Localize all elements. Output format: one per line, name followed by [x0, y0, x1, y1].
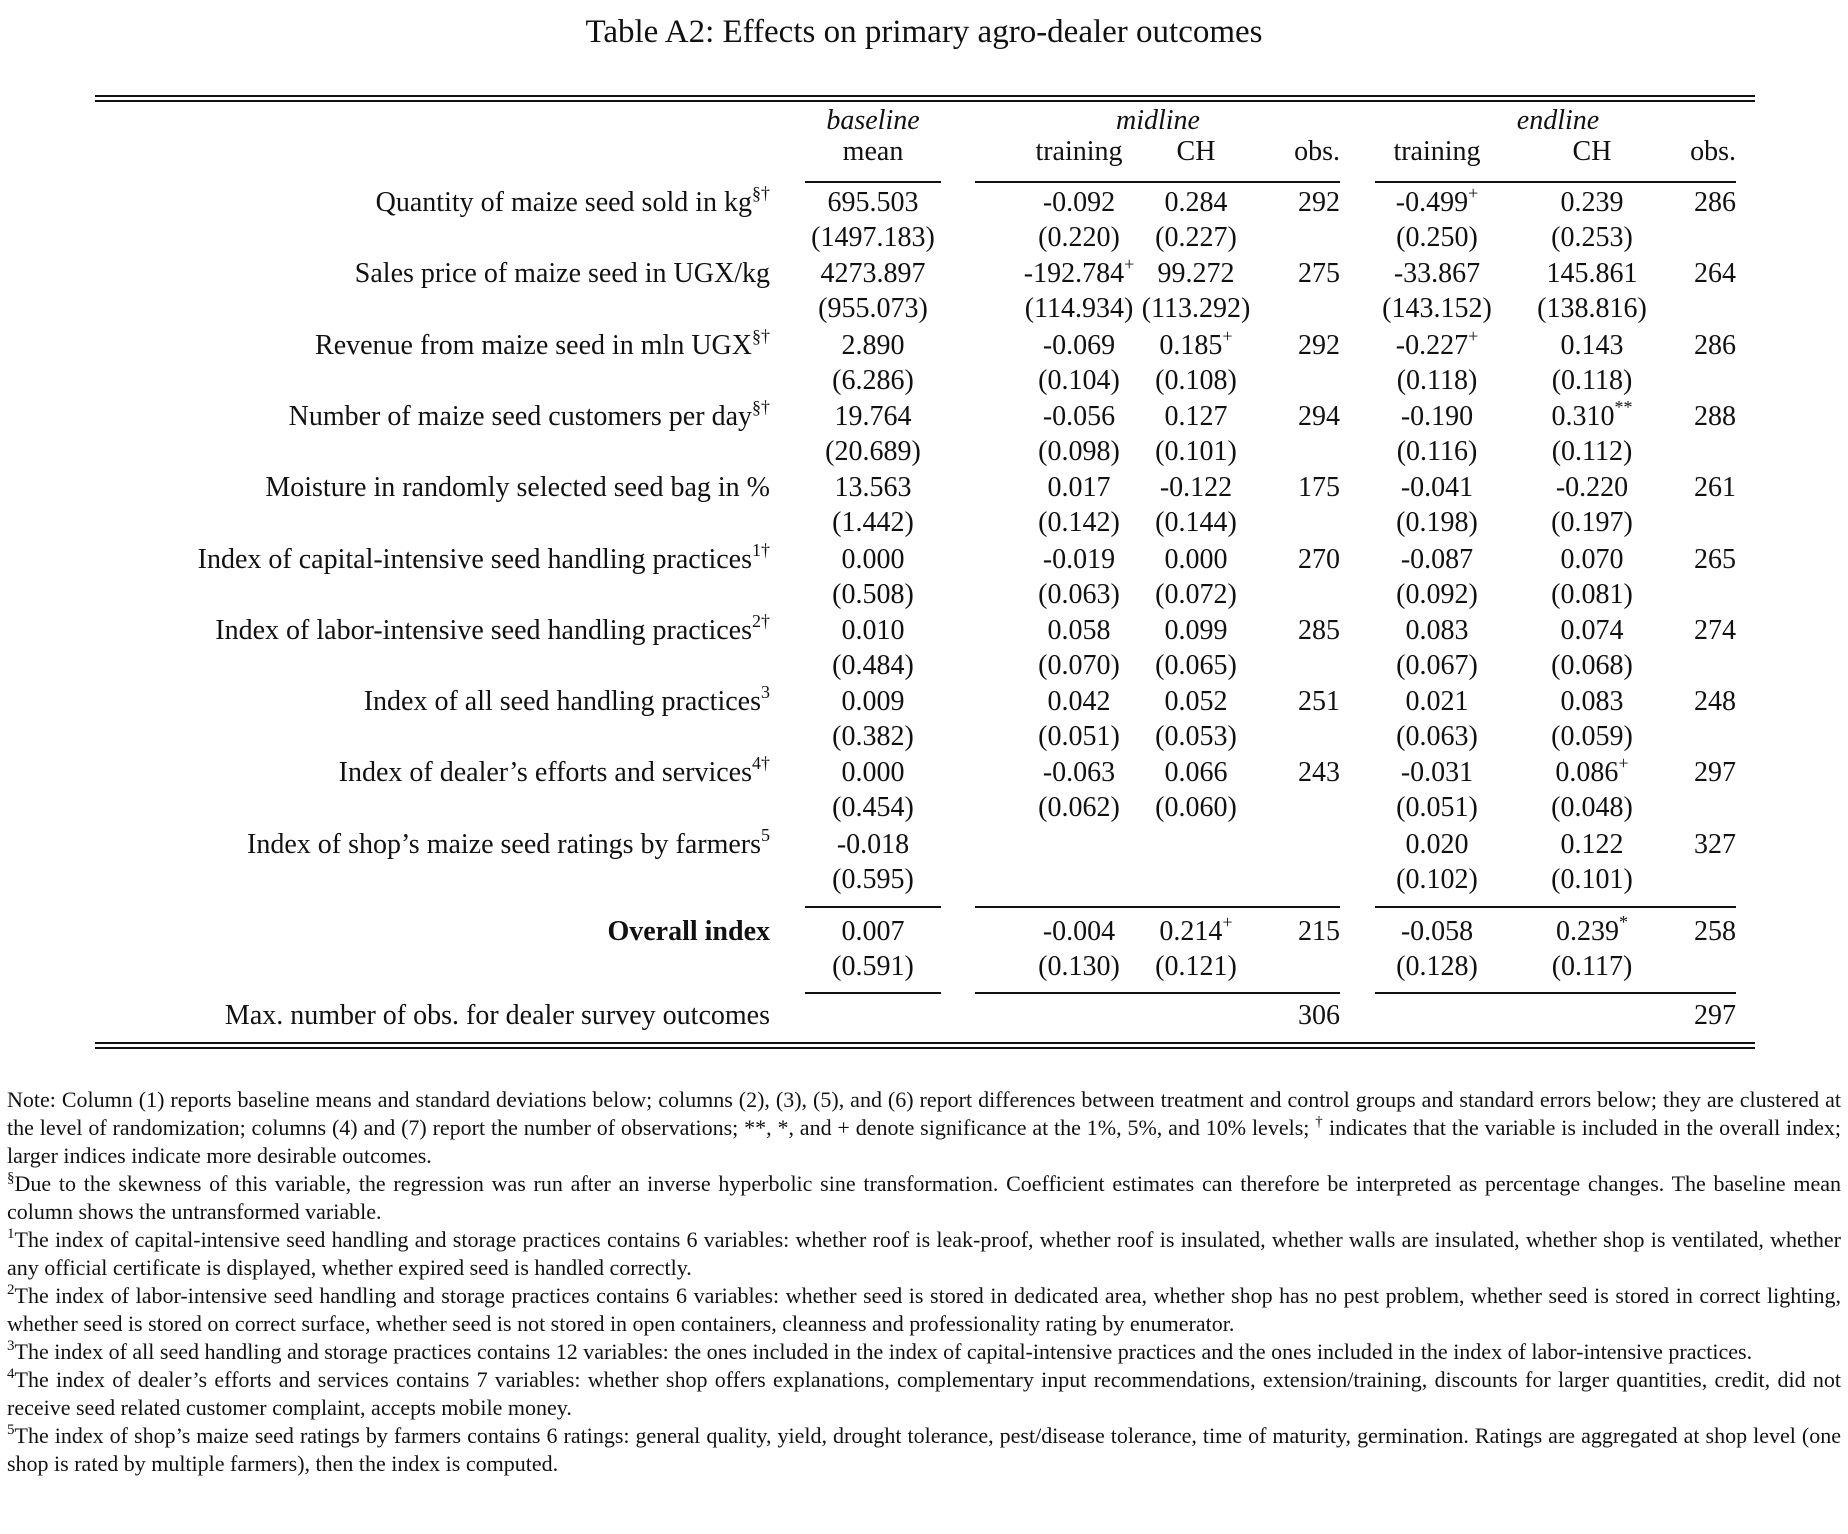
table-row-2-e-tr-se: (143.152): [1382, 293, 1492, 324]
table-row-6-e-tr: -0.087: [1400, 544, 1474, 575]
table-row-8-m-ch-se: (0.053): [1155, 721, 1237, 752]
table-row-3-e-ch-se: (0.118): [1551, 365, 1633, 396]
table-row-2-m-ch: 99.272: [1157, 258, 1235, 289]
table-row-10-e-ch-se: (0.101): [1551, 864, 1633, 895]
table-row-7-m-ch: 0.099: [1164, 615, 1228, 646]
table-row-7-m-ch-se: (0.065): [1155, 650, 1237, 681]
table-row-3-e-tr-se: (0.118): [1396, 365, 1478, 396]
maxobs-rule-baseline: [805, 992, 941, 994]
overall-row-endline-obs: 258: [1694, 916, 1736, 947]
table-row-1-e-ch-se: (0.253): [1551, 222, 1633, 253]
overall-row-e-ch-se: (0.117): [1551, 951, 1633, 982]
significance-marker: *: [1619, 911, 1628, 932]
note-skewness: §Due to the skewness of this variable, the regression was run after an inverse hyperbolic sine transformation. Coefficient estimates can therefore be interpreted as percentage changes. The baseline mean column shows the untransformed variable.: [7, 1169, 1841, 1224]
significance-marker: +: [1468, 325, 1479, 346]
table-notes: [7, 1086, 1841, 1478]
table-row-4-m-tr-se: (0.098): [1038, 436, 1120, 467]
table-row-2-e-tr: -33.867: [1393, 258, 1481, 289]
table-row-7-e-ch-se: (0.068): [1551, 650, 1633, 681]
table-row-8-m-tr: 0.042: [1047, 686, 1111, 717]
significance-marker: **: [1614, 396, 1633, 417]
overall-row-m-tr: -0.004: [1042, 916, 1116, 947]
table-row-8-midline-obs: 251: [1298, 686, 1340, 717]
overall-row-base: 0.007: [841, 916, 905, 947]
table-row-4-m-ch: 0.127: [1164, 401, 1228, 432]
table-row-9-m-ch-se: (0.060): [1155, 792, 1237, 823]
table-row-4-m-ch-se: (0.101): [1155, 436, 1237, 467]
table-row-5-e-tr-se: (0.198): [1396, 507, 1478, 538]
significance-marker: 2†: [752, 610, 770, 631]
table-row-3-m-tr: -0.069: [1042, 330, 1116, 361]
table-row-3-m-ch: 0.185+: [1159, 325, 1233, 361]
table-row-9-label: Index of dealer’s efforts and services$^{4\dagger}$: [338, 752, 770, 788]
overall-row-e-tr: -0.058: [1400, 916, 1474, 947]
table-row-6-m-tr: -0.019: [1042, 544, 1116, 575]
table-row-5-midline-obs: 175: [1298, 472, 1340, 503]
table-row-6-e-ch-se: (0.081): [1551, 579, 1633, 610]
table-row-5-base-sd: (1.442): [832, 507, 914, 538]
header-endline-training: training: [1393, 136, 1481, 167]
header-midline-obs: obs.: [1294, 136, 1340, 167]
header-midline-training: training: [1035, 136, 1123, 167]
table-row-9-endline-obs: 297: [1694, 757, 1736, 788]
table-row-5-e-ch-se: (0.197): [1551, 507, 1633, 538]
table-row-9-m-tr: -0.063: [1042, 757, 1116, 788]
overall-row-base-sd: (0.591): [832, 951, 914, 982]
table-row-9-e-ch: 0.086+: [1555, 752, 1629, 788]
header-baseline: baseline: [826, 105, 920, 136]
table-row-3-base-sd: (6.286): [832, 365, 914, 396]
table-row-4-m-tr: -0.056: [1042, 401, 1116, 432]
note-2: $^2$The index of labor-intensive seed handling and storage practices contains 6 variables: whether seed is stored in dedicated area, whether shop has no pest problem, whether seed is stored in correct lighting, whether seed is stored on correct surface, whether seed is not stored in open containers, cleanness and professionality rating by enumerator.: [7, 1281, 1841, 1336]
table-row-2-label: Sales price of maize seed in UGX/kg: [354, 258, 770, 289]
overall-rule-endline: [1375, 906, 1736, 908]
note-5: $^5$The index of shop’s maize seed ratings by farmers contains 6 ratings: general quality, yield, drought tolerance, pest/disease tolerance, time of maturity, germination. Ratings are aggregated at shop level (one shop is rated by multiple farmers), then the index is computed.: [7, 1421, 1841, 1476]
table-row-2-base-sd: (955.073): [818, 293, 928, 324]
header-rule-baseline: [805, 181, 941, 183]
table-row-4-base-sd: (20.689): [825, 436, 921, 467]
bottom-rule-1: [95, 1042, 1755, 1044]
table-row-1-m-tr: -0.092: [1042, 187, 1116, 218]
significance-marker: 5: [761, 824, 770, 845]
overall-row-m-tr-se: (0.130): [1038, 951, 1120, 982]
table-row-2-base: 4273.897: [820, 258, 926, 289]
table-row-7-e-tr: 0.083: [1405, 615, 1469, 646]
significance-marker: +: [1618, 752, 1629, 773]
table-row-10-label: Index of shop’s maize seed ratings by farmers$^5$: [247, 824, 770, 860]
table-row-7-e-ch: 0.074: [1560, 615, 1624, 646]
table-row-3-midline-obs: 292: [1298, 330, 1340, 361]
table-row-4-e-ch: 0.310**: [1551, 396, 1633, 432]
significance-marker: +: [1124, 253, 1135, 274]
significance-marker: 4†: [752, 752, 770, 773]
overall-row-m-ch: 0.214+: [1159, 911, 1233, 947]
table-row-10-base: -0.018: [836, 829, 910, 860]
table-row-3-m-ch-se: (0.108): [1155, 365, 1237, 396]
table-row-9-base: 0.000: [841, 757, 905, 788]
maxobs-rule-midline: [975, 992, 1340, 994]
table-row-7-m-tr-se: (0.070): [1038, 650, 1120, 681]
table-row-1-base-sd: (1497.183): [811, 222, 935, 253]
table-row-6-endline-obs: 265: [1694, 544, 1736, 575]
table-row-9-m-tr-se: (0.062): [1038, 792, 1120, 823]
table-row-7-e-tr-se: (0.067): [1396, 650, 1478, 681]
table-row-5-m-ch-se: (0.144): [1155, 507, 1237, 538]
significance-marker: 1†: [752, 539, 770, 560]
table-row-7-label: Index of labor-intensive seed handling practices$^{2\dagger}$: [215, 610, 770, 646]
table-row-1-midline-obs: 292: [1298, 187, 1340, 218]
table-row-4-label: Number of maize seed customers per day§†: [288, 396, 770, 432]
table-row-6-base: 0.000: [841, 544, 905, 575]
table-row-5-e-ch: -0.220: [1555, 472, 1629, 503]
table-row-3-endline-obs: 286: [1694, 330, 1736, 361]
table-row-1-m-ch-se: (0.227): [1155, 222, 1237, 253]
table-row-3-e-tr: -0.227+: [1395, 325, 1479, 361]
table-row-2-midline-obs: 275: [1298, 258, 1340, 289]
table-row-2-e-ch: 145.861: [1546, 258, 1638, 289]
maxobs-endline: 297: [1694, 1000, 1736, 1031]
header-endline-ch: CH: [1572, 136, 1612, 167]
table-row-8-e-tr: 0.021: [1405, 686, 1469, 717]
table-row-6-m-ch-se: (0.072): [1155, 579, 1237, 610]
header-endline-obs: obs.: [1690, 136, 1736, 167]
overall-rule-midline: [975, 906, 1340, 908]
table-row-8-label: Index of all seed handling practices$^3$: [363, 681, 770, 717]
overall-row-m-ch-se: (0.121): [1155, 951, 1237, 982]
overall-row-e-ch: 0.239*: [1556, 911, 1628, 947]
overall-row-e-tr-se: (0.128): [1396, 951, 1478, 982]
table-row-9-midline-obs: 243: [1298, 757, 1340, 788]
significance-marker: +: [1222, 911, 1233, 932]
table-row-6-base-sd: (0.508): [832, 579, 914, 610]
table-row-1-m-ch: 0.284: [1164, 187, 1228, 218]
table-row-6-m-tr-se: (0.063): [1038, 579, 1120, 610]
significance-marker: §†: [752, 325, 770, 346]
table-row-5-label: Moisture in randomly selected seed bag in %: [265, 472, 770, 503]
table-row-5-m-tr-se: (0.142): [1038, 507, 1120, 538]
table-row-8-base-sd: (0.382): [832, 721, 914, 752]
table-row-5-m-ch: -0.122: [1159, 472, 1233, 503]
table-row-4-e-tr: -0.190: [1400, 401, 1474, 432]
table-row-8-e-tr-se: (0.063): [1396, 721, 1478, 752]
table-row-2-endline-obs: 264: [1694, 258, 1736, 289]
table-row-4-midline-obs: 294: [1298, 401, 1340, 432]
table-row-3-label: Revenue from maize seed in mln UGX§†: [315, 325, 770, 361]
note-main: Note: Column (1) reports baseline means and standard deviations below; columns (2), (3), (5), and (6) report differences between treatment and control groups and standard errors below; they are clustered at the level of randomization; columns (4) and (7) report the number of observations; **, *, and + denote significance at the 1%, 5%, and 10% levels; † indicates that the variable is included in the overall index; larger indices indicate more desirable outcomes.: [7, 1087, 1842, 1168]
significance-marker: +: [1222, 325, 1233, 346]
table-row-5-base: 13.563: [834, 472, 912, 503]
table-row-8-e-ch: 0.083: [1560, 686, 1624, 717]
table-row-8-e-ch-se: (0.059): [1551, 721, 1633, 752]
table-row-4-e-tr-se: (0.116): [1396, 436, 1478, 467]
table-row-2-m-ch-se: (113.292): [1141, 293, 1251, 324]
table-row-9-e-tr-se: (0.051): [1396, 792, 1478, 823]
table-row-6-label: Index of capital-intensive seed handling practices$^{1\dagger}$: [197, 539, 770, 575]
table-row-4-e-ch-se: (0.112): [1551, 436, 1633, 467]
top-rule-1: [95, 95, 1755, 97]
table-row-3-m-tr-se: (0.104): [1038, 365, 1120, 396]
table-row-7-base: 0.010: [841, 615, 905, 646]
top-rule-2: [95, 100, 1755, 102]
table-row-7-base-sd: (0.484): [832, 650, 914, 681]
table-row-2-m-tr-se: (114.934): [1024, 293, 1134, 324]
header-mean: mean: [842, 136, 904, 167]
header-midline: midline: [1116, 105, 1200, 136]
table-row-1-endline-obs: 286: [1694, 187, 1736, 218]
table-row-7-endline-obs: 274: [1694, 615, 1736, 646]
table-row-10-endline-obs: 327: [1694, 829, 1736, 860]
table-row-1-label: Quantity of maize seed sold in kg§†: [375, 182, 770, 218]
table-row-5-m-tr: 0.017: [1047, 472, 1111, 503]
header-endline: endline: [1516, 105, 1600, 136]
maxobs-midline: 306: [1298, 1000, 1340, 1031]
table-row-10-e-tr: 0.020: [1405, 829, 1469, 860]
table-row-8-endline-obs: 248: [1694, 686, 1736, 717]
table-row-9-e-tr: -0.031: [1400, 757, 1474, 788]
table-row-8-m-tr-se: (0.051): [1038, 721, 1120, 752]
table-row-8-m-ch: 0.052: [1164, 686, 1228, 717]
table-row-5-endline-obs: 261: [1694, 472, 1736, 503]
significance-marker: 3: [761, 681, 770, 702]
table-row-8-base: 0.009: [841, 686, 905, 717]
header-rule-endline: [1375, 181, 1736, 183]
table-row-2-e-ch-se: (138.816): [1537, 293, 1647, 324]
overall-row-label: Overall index: [607, 916, 770, 947]
table-row-7-midline-obs: 285: [1298, 615, 1340, 646]
table-caption: Table A2: Effects on primary agro-dealer outcomes: [585, 14, 1263, 50]
table-row-1-base: 695.503: [827, 187, 919, 218]
table-row-10-e-tr-se: (0.102): [1396, 864, 1478, 895]
note-3: $^3$The index of all seed handling and storage practices contains 12 variables: the ones included in the index of capital-intensive practices and the ones included in the index of labor-intensive practices.: [7, 1337, 1753, 1364]
table-row-9-e-ch-se: (0.048): [1551, 792, 1633, 823]
significance-marker: §†: [752, 396, 770, 417]
table-row-9-m-ch: 0.066: [1164, 757, 1228, 788]
significance-marker: §†: [752, 182, 770, 203]
table-row-9-base-sd: (0.454): [832, 792, 914, 823]
table-row-4-endline-obs: 288: [1694, 401, 1736, 432]
table-row-6-m-ch: 0.000: [1164, 544, 1228, 575]
table-row-6-midline-obs: 270: [1298, 544, 1340, 575]
table-row-10-e-ch: 0.122: [1560, 829, 1624, 860]
maxobs-rule-endline: [1375, 992, 1736, 994]
table-row-6-e-tr-se: (0.092): [1396, 579, 1478, 610]
table-row-3-base: 2.890: [841, 330, 905, 361]
bottom-rule-2: [95, 1047, 1755, 1049]
overall-rule-baseline: [805, 906, 941, 908]
note-4: $^4$The index of dealer’s efforts and services contains 7 variables: whether shop offers explanations, complementary input recommendations, extension/training, discounts for larger quantities, credit, did not receive seed related customer complaint, accepts mobile money.: [7, 1365, 1841, 1420]
significance-marker: +: [1468, 182, 1479, 203]
note-1: $^1$The index of capital-intensive seed handling and storage practices contains 6 variables: whether roof is leak-proof, whether roof is insulated, whether walls are insulated, whether shop is ventilated, whether any official certificate is displayed, whether expired seed is handled correctly.: [7, 1225, 1841, 1280]
table-row-7-m-tr: 0.058: [1047, 615, 1111, 646]
maxobs-label: Max. number of obs. for dealer survey outcomes: [224, 1000, 770, 1031]
table-row-1-e-tr-se: (0.250): [1396, 222, 1478, 253]
header-rule-midline: [975, 181, 1340, 183]
header-midline-ch: CH: [1176, 136, 1216, 167]
table-row-5-e-tr: -0.041: [1400, 472, 1474, 503]
table-row-4-base: 19.764: [834, 401, 912, 432]
table-row-1-m-tr-se: (0.220): [1038, 222, 1120, 253]
table-row-1-e-ch: 0.239: [1560, 187, 1624, 218]
table-row-6-e-ch: 0.070: [1560, 544, 1624, 575]
overall-row-midline-obs: 215: [1298, 916, 1340, 947]
table-row-3-e-ch: 0.143: [1560, 330, 1624, 361]
table-row-1-e-tr: -0.499+: [1395, 182, 1479, 218]
table-row-2-m-tr: -192.784+: [1023, 253, 1135, 289]
table-row-10-base-sd: (0.595): [832, 864, 914, 895]
